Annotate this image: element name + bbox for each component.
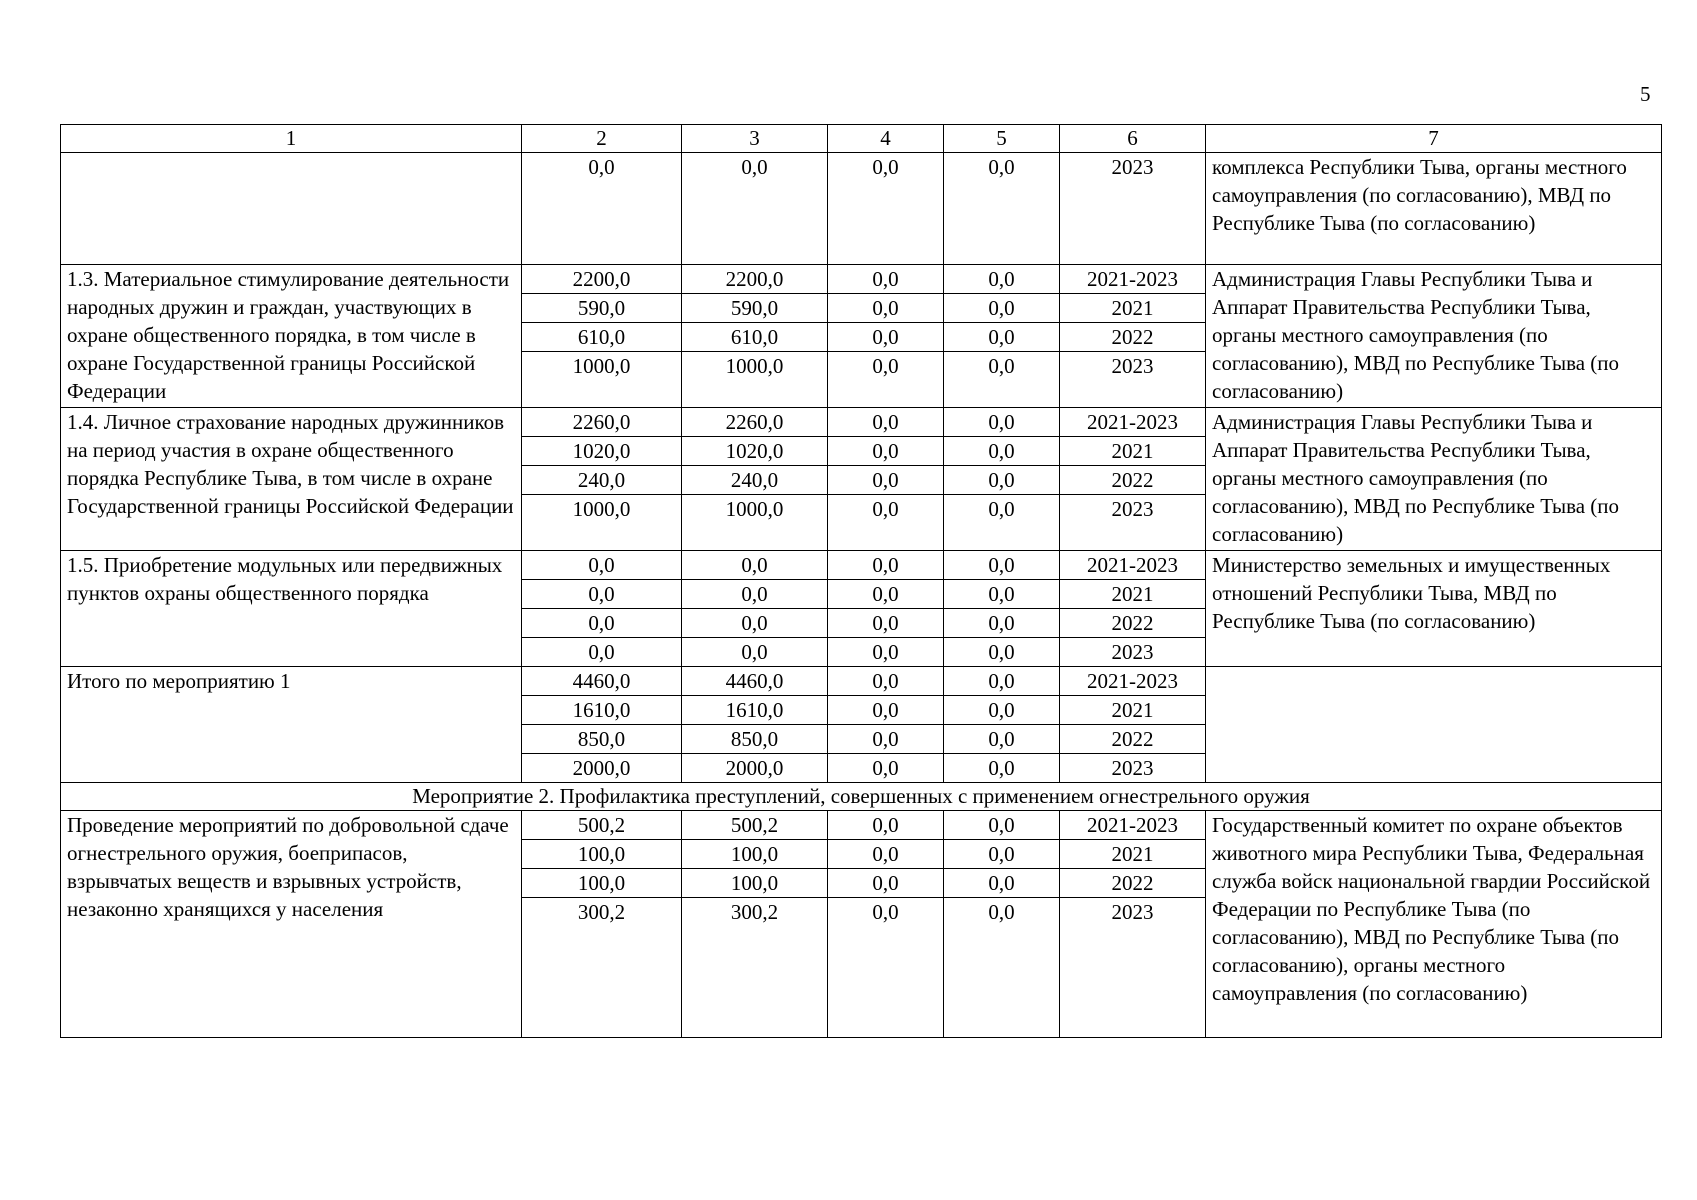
value-cell: 0,0: [828, 408, 944, 437]
value-cell: 100,0: [522, 840, 682, 869]
period-cell: 2023: [1060, 352, 1206, 408]
column-number: 5: [944, 125, 1060, 153]
value-cell: 0,0: [522, 638, 682, 667]
period-cell: 2021: [1060, 840, 1206, 869]
value-cell: 0,0: [828, 437, 944, 466]
period-cell: 2021: [1060, 437, 1206, 466]
value-cell: 0,0: [944, 667, 1060, 696]
value-cell: 0,0: [828, 265, 944, 294]
section-title-row: [61, 783, 1662, 811]
value-cell: 0,0: [828, 840, 944, 869]
period-cell: 2023: [1060, 153, 1206, 265]
activity-description: [61, 153, 522, 265]
column-number: 2: [522, 125, 682, 153]
value-cell: 1000,0: [682, 495, 828, 551]
value-cell: 0,0: [828, 696, 944, 725]
value-cell: 0,0: [828, 323, 944, 352]
column-number: 3: [682, 125, 828, 153]
responsible-executor: [1206, 667, 1662, 783]
value-cell: 0,0: [828, 898, 944, 1038]
value-cell: 0,0: [944, 754, 1060, 783]
value-cell: 0,0: [522, 551, 682, 580]
period-cell: 2022: [1060, 725, 1206, 754]
value-cell: 0,0: [944, 609, 1060, 638]
value-cell: 0,0: [944, 898, 1060, 1038]
activity-description: Проведение мероприятий по добровольной сдаче огнестрельного оружия, боеприпасов, взрывчатых веществ и взрывных устройств, незаконно хранящихся у населения: [61, 811, 522, 1038]
value-cell: 0,0: [944, 437, 1060, 466]
value-cell: 2200,0: [522, 265, 682, 294]
value-cell: 0,0: [944, 811, 1060, 840]
value-cell: 0,0: [522, 153, 682, 265]
period-cell: 2021-2023: [1060, 408, 1206, 437]
value-cell: 2260,0: [682, 408, 828, 437]
value-cell: 1610,0: [682, 696, 828, 725]
period-cell: 2021: [1060, 696, 1206, 725]
value-cell: 0,0: [944, 265, 1060, 294]
responsible-executor: Государственный комитет по охране объектов животного мира Республики Тыва, Федеральная служба войск национальной гвардии Российской Федерации по Республике Тыва (по согласованию), МВД по Республике Тыва (по согласованию), органы местного самоуправления (по согласованию): [1206, 811, 1662, 1038]
value-cell: 1000,0: [682, 352, 828, 408]
value-cell: 0,0: [944, 352, 1060, 408]
responsible-executor: Администрация Главы Республики Тыва и Аппарат Правительства Республики Тыва, органы местного самоуправления (по согласованию), МВД по Республике Тыва (по согласованию): [1206, 265, 1662, 408]
value-cell: 0,0: [682, 153, 828, 265]
responsible-executor: комплекса Республики Тыва, органы местного самоуправления (по согласованию), МВД по Республике Тыва (по согласованию): [1206, 153, 1662, 265]
activity-description: 1.5. Приобретение модульных или передвижных пунктов охраны общественного порядка: [61, 551, 522, 667]
value-cell: 0,0: [944, 696, 1060, 725]
value-cell: 2000,0: [522, 754, 682, 783]
value-cell: 1610,0: [522, 696, 682, 725]
value-cell: 610,0: [522, 323, 682, 352]
value-cell: 0,0: [828, 667, 944, 696]
activity-description: 1.4. Личное страхование народных дружинников на период участия в охране общественного порядка Республике Тыва, в том числе в охране Государственной границы Российской Федерации: [61, 408, 522, 551]
value-cell: 0,0: [828, 811, 944, 840]
period-cell: 2022: [1060, 323, 1206, 352]
value-cell: 0,0: [944, 466, 1060, 495]
value-cell: 0,0: [944, 725, 1060, 754]
activity-group-row: [61, 811, 1662, 840]
value-cell: 850,0: [522, 725, 682, 754]
value-cell: 300,2: [522, 898, 682, 1038]
period-cell: 2023: [1060, 754, 1206, 783]
period-cell: 2023: [1060, 898, 1206, 1038]
period-cell: 2021-2023: [1060, 667, 1206, 696]
value-cell: 0,0: [828, 294, 944, 323]
activity-group-row: [61, 408, 1662, 437]
activity-description: 1.3. Материальное стимулирование деятельности народных дружин и граждан, участвующих в охране общественного порядка, в том числе в охране Государственной границы Российской Федерации: [61, 265, 522, 408]
value-cell: 0,0: [522, 609, 682, 638]
value-cell: 0,0: [828, 580, 944, 609]
value-cell: 0,0: [682, 580, 828, 609]
value-cell: 0,0: [944, 495, 1060, 551]
value-cell: 240,0: [682, 466, 828, 495]
column-number: 4: [828, 125, 944, 153]
value-cell: 100,0: [682, 840, 828, 869]
period-cell: 2023: [1060, 495, 1206, 551]
value-cell: 0,0: [522, 580, 682, 609]
period-cell: 2021-2023: [1060, 265, 1206, 294]
value-cell: 0,0: [828, 495, 944, 551]
period-cell: 2021: [1060, 294, 1206, 323]
activity-group-row: [61, 265, 1662, 294]
value-cell: 1000,0: [522, 352, 682, 408]
value-cell: 500,2: [522, 811, 682, 840]
value-cell: 610,0: [682, 323, 828, 352]
value-cell: 4460,0: [522, 667, 682, 696]
value-cell: 0,0: [828, 466, 944, 495]
value-cell: 0,0: [682, 551, 828, 580]
value-cell: 590,0: [682, 294, 828, 323]
program-activities-table: [60, 124, 1662, 1038]
column-number: 7: [1206, 125, 1662, 153]
column-number: 1: [61, 125, 522, 153]
responsible-executor: Администрация Главы Республики Тыва и Аппарат Правительства Республики Тыва, органы местного самоуправления (по согласованию), МВД по Республике Тыва (по согласованию): [1206, 408, 1662, 551]
period-cell: 2022: [1060, 869, 1206, 898]
value-cell: 100,0: [522, 869, 682, 898]
period-cell: 2021-2023: [1060, 811, 1206, 840]
page-number: 5: [1640, 82, 1651, 106]
value-cell: 0,0: [682, 609, 828, 638]
activity-group-row: [61, 667, 1662, 696]
continuation-row: [61, 153, 1662, 265]
value-cell: 300,2: [682, 898, 828, 1038]
period-cell: 2021-2023: [1060, 551, 1206, 580]
value-cell: 1000,0: [522, 495, 682, 551]
value-cell: 850,0: [682, 725, 828, 754]
value-cell: 0,0: [944, 153, 1060, 265]
value-cell: 2000,0: [682, 754, 828, 783]
value-cell: 590,0: [522, 294, 682, 323]
value-cell: 0,0: [944, 869, 1060, 898]
value-cell: 0,0: [828, 551, 944, 580]
value-cell: 1020,0: [522, 437, 682, 466]
value-cell: 0,0: [828, 754, 944, 783]
value-cell: 2200,0: [682, 265, 828, 294]
value-cell: 0,0: [944, 408, 1060, 437]
column-number-row: [61, 125, 1662, 153]
value-cell: 0,0: [828, 725, 944, 754]
value-cell: 1020,0: [682, 437, 828, 466]
value-cell: 240,0: [522, 466, 682, 495]
value-cell: 0,0: [828, 638, 944, 667]
value-cell: 0,0: [828, 153, 944, 265]
period-cell: 2022: [1060, 466, 1206, 495]
period-cell: 2021: [1060, 580, 1206, 609]
column-number: 6: [1060, 125, 1206, 153]
value-cell: 0,0: [828, 869, 944, 898]
value-cell: 0,0: [944, 323, 1060, 352]
responsible-executor: Министерство земельных и имущественных отношений Республики Тыва, МВД по Республике Тыва (по согласованию): [1206, 551, 1662, 667]
value-cell: 2260,0: [522, 408, 682, 437]
value-cell: 0,0: [944, 840, 1060, 869]
activity-group-row: [61, 551, 1662, 580]
value-cell: 0,0: [944, 294, 1060, 323]
value-cell: 500,2: [682, 811, 828, 840]
value-cell: 0,0: [828, 609, 944, 638]
section-title: Мероприятие 2. Профилактика преступлений, совершенных с применением огнестрельного оружия: [61, 783, 1662, 811]
value-cell: 0,0: [944, 580, 1060, 609]
value-cell: 4460,0: [682, 667, 828, 696]
value-cell: 100,0: [682, 869, 828, 898]
activity-description: Итого по мероприятию 1: [61, 667, 522, 783]
value-cell: 0,0: [944, 638, 1060, 667]
value-cell: 0,0: [682, 638, 828, 667]
period-cell: 2022: [1060, 609, 1206, 638]
value-cell: 0,0: [828, 352, 944, 408]
value-cell: 0,0: [944, 551, 1060, 580]
period-cell: 2023: [1060, 638, 1206, 667]
